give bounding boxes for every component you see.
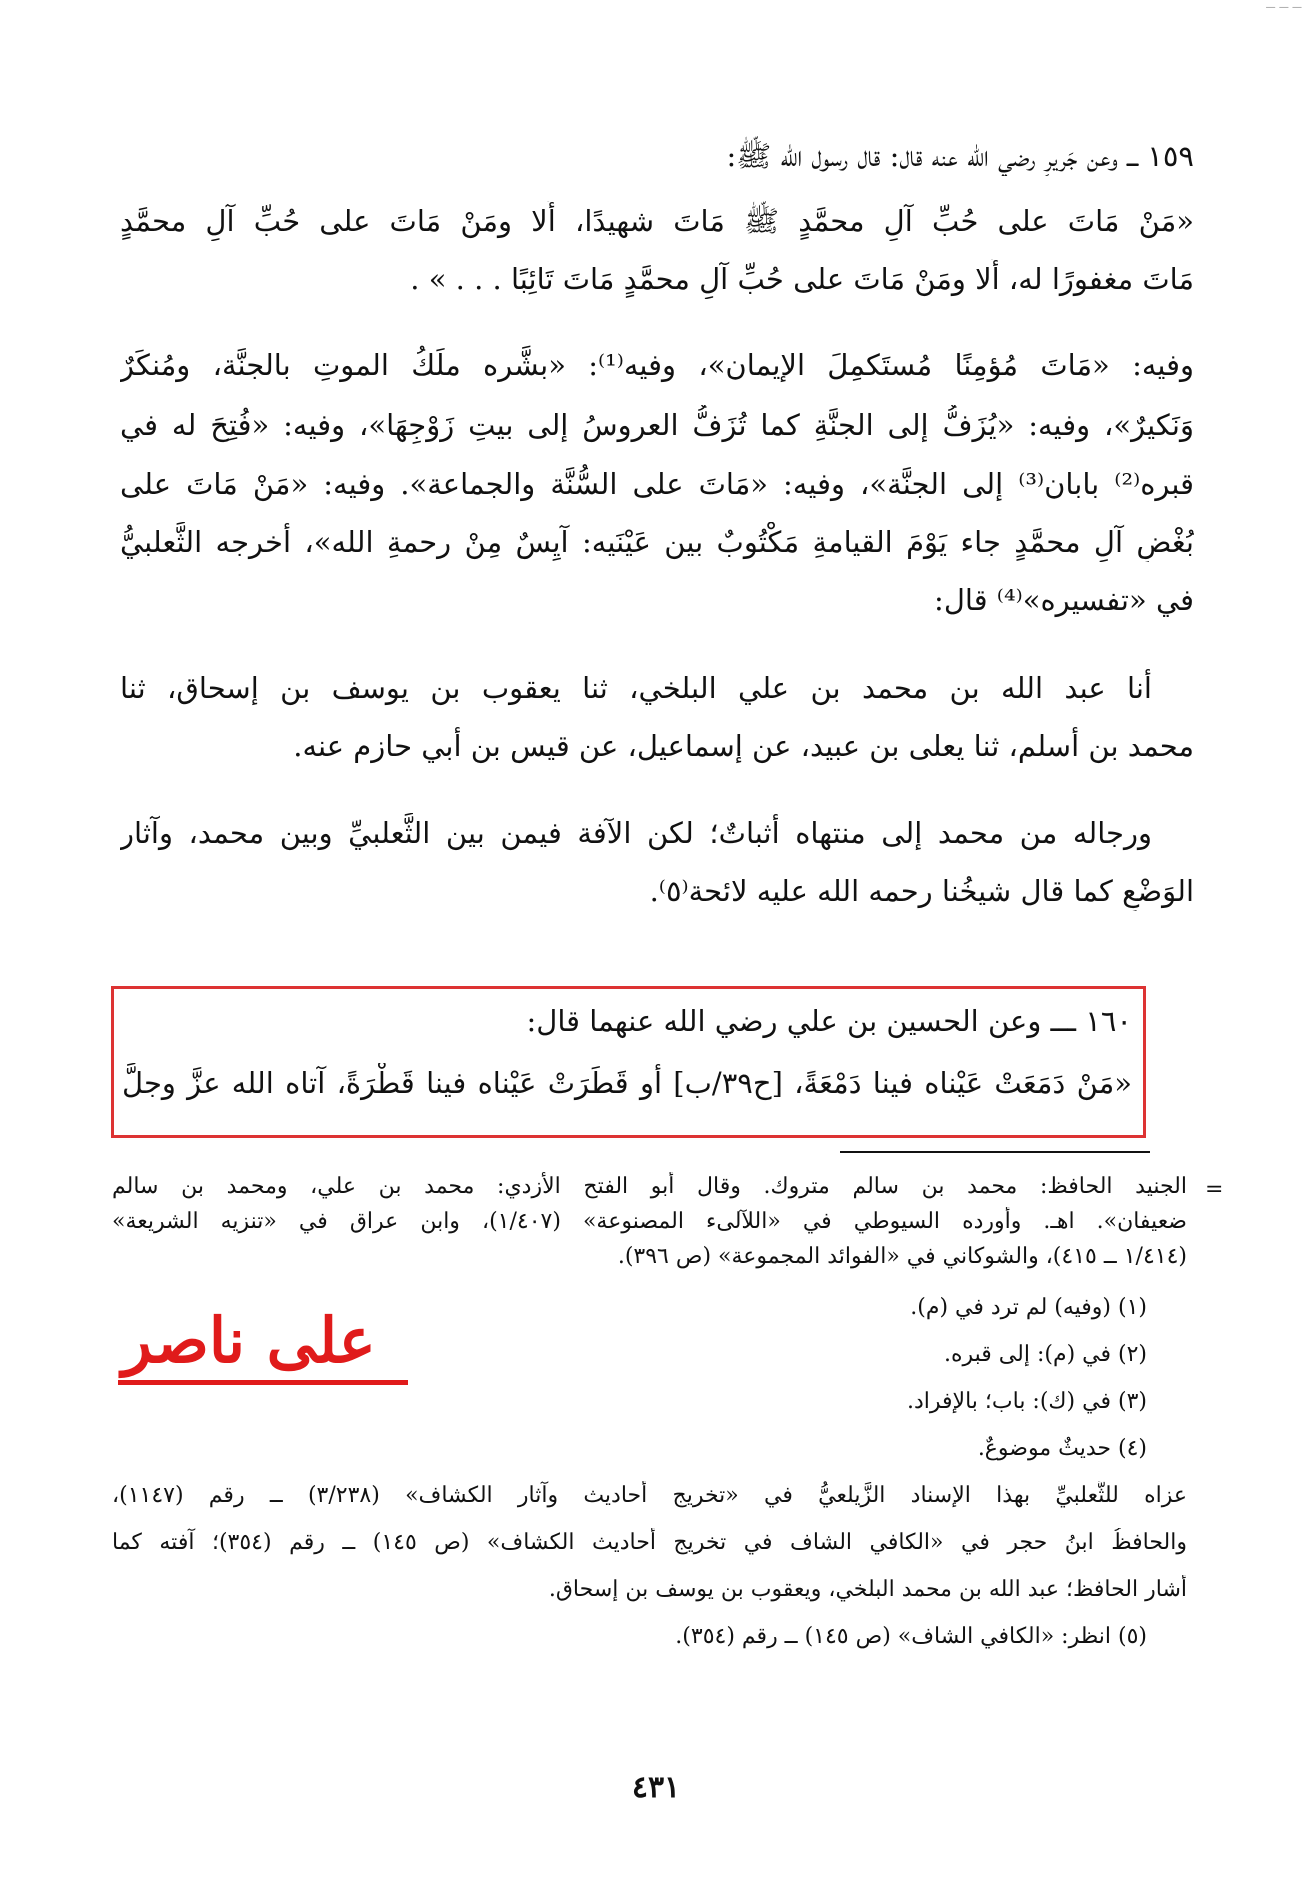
hadith-160-text: «مَنْ دَمَعَتْ عَيْناه فينا دَمْعَةً، [ح٣٩/ب] أو قَطَرَتْ عَيْناه فينا قَطْرَةً، آتاه الله عزَّ وجلَّ: [122, 1066, 1132, 1100]
isnad-line-1: أنا عبد الله بن محمد بن علي البلخي، ثنا يعقوب بن يوسف بن إسحاق، ثنا: [120, 671, 1152, 705]
footnote-cont-line-3: (١/٤١٤ ــ ٤١٥)، والشوكاني في «الفوائد المجموعة» (ص ٣٩٦).: [617, 1244, 1187, 1269]
corner-mark: — — —: [1265, 2, 1302, 13]
commentary-line-3: قبره⁽²⁾ بابان⁽³⁾ إلى الجنَّة»، وفيه: «مَاتَ على السُّنَّة والجماعة». وفيه: «مَنْ مَاتَ على: [120, 467, 1194, 501]
hadith-159-text-line-1: «مَنْ مَاتَ على حُبِّ آلِ محمَّدٍ ﷺ مَاتَ شهيدًا، أَلا ومَنْ مَاتَ على حُبِّ آلِ محمَّدٍ: [120, 204, 1194, 238]
commentary-line-5: في «تفسيره»⁽⁴⁾ قال:: [934, 583, 1194, 617]
footnote-3: (٣) في (ك): باب؛ بالإفراد.: [906, 1389, 1147, 1414]
footnote-1: (١) (وفيه) لم ترد في (م).: [910, 1295, 1147, 1320]
grading-line-1: ورجاله من محمد إلى منتهاه أثباتٌ؛ لكن الآفة فيمن بين الثَّعلبيِّ وبين محمد، وآثار: [120, 816, 1152, 850]
footnote-5: (٥) انظر: «الكافي الشاف» (ص ١٤٥) ــ رقم (٣٥٤).: [675, 1624, 1147, 1649]
footnote-2: (٢) في (م): إلى قبره.: [944, 1342, 1147, 1367]
footnote-4-cont-line-2: والحافظُ ابنُ حجر في «الكافي الشاف في تخريج أحاديث الكشاف» (ص ١٤٥) ــ رقم (٣٥٤)؛ آفته كما: [112, 1530, 1187, 1555]
commentary-line-1: وفيه: «مَاتَ مُؤمِنًا مُستَكمِلَ الإيمان»، وفيه⁽¹⁾: «بشَّره ملَكُ الموتِ بالجنَّة، ومُنكَرٌ: [120, 348, 1194, 382]
footnote-continuation-mark: =: [1205, 1177, 1224, 1202]
commentary-line-4: بُغْضِ آلِ محمَّدٍ جاء يَوْمَ القيامةِ مَكْتُوبٌ بين عَيْنَيه: آيِسٌ مِنْ رحمةِ الله»، أخرجه الثَّعلبيُّ: [120, 525, 1194, 559]
commentary-line-2: وَنَكيرٌ»، وفيه: «يُزَفُّ إلى الجنَّةِ كما تُزَفُّ العروسُ إلى بيتِ زَوْجِهَا»، وفيه: «فُتِحَ له في: [120, 408, 1194, 442]
footnote-4-cont-line-1: عزاه للثَّعلبيِّ بهذا الإسناد الزَّيلعيُّ في «تخريج أحاديث وآثار الكشاف» (٣/٢٣٨) ــ رقم (١١٤٧)،: [112, 1483, 1187, 1508]
footnote-cont-line-2: ضعيفان». اهـ. وأورده السيوطي في «اللآلىء المصنوعة» (١/٤٠٧)، وابن عراق في «تنزيه الشريعة»: [112, 1209, 1187, 1234]
page-number: ٤٣١: [631, 1770, 681, 1805]
footnote-4-cont-line-3: أشار الحافظ؛ عبد الله بن محمد البلخي، ويعقوب بن يوسف بن إسحاق.: [548, 1577, 1187, 1602]
hadith-159-heading: ١٥٩ ـــ وعن جَريرٍ رضي الله عنه قال: قال رسول الله ﷺ:: [726, 139, 1194, 173]
isnad-line-2: محمد بن أسلم، ثنا يعلى بن عبيد، عن إسماعيل، عن قيس بن أبي حازم عنه.: [293, 729, 1194, 763]
hadith-159-text-line-2: مَاتَ مغفورًا له، أَلا ومَنْ مَاتَ على حُبِّ آلِ محمَّدٍ مَاتَ تَائِبًا . . . » .: [410, 262, 1194, 296]
footnote-cont-line-1: الجنيد الحافظ: محمد بن سالم متروك. وقال أبو الفتح الأزدي: محمد بن علي، ومحمد بن سالم: [112, 1174, 1187, 1199]
watermark-underline: [118, 1380, 408, 1385]
footnote-4: (٤) حديثٌ موضوعٌ.: [977, 1436, 1147, 1461]
footnote-separator: [840, 1151, 1150, 1153]
grading-line-2: الوَضْعِ كما قال شيخُنا رحمه الله عليه لائحة⁽٥⁾.: [649, 874, 1194, 908]
watermark-stamp: على ناصر: [122, 1304, 376, 1377]
hadith-160-heading: ١٦٠ ـــ وعن الحسين بن علي رضي الله عنهما قال:: [526, 1004, 1132, 1038]
